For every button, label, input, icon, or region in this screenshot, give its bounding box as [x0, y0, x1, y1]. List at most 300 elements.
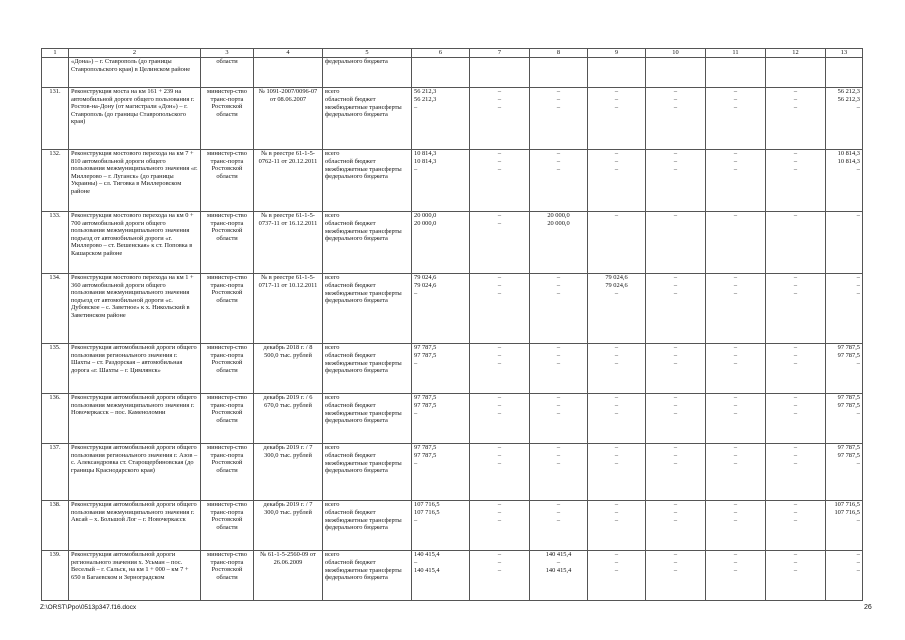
funding-source [323, 501, 412, 551]
value-cell [412, 150, 470, 212]
object-name: Реконструкция мостового перехода на км 7 + 810 автомобильной дороги общего пользования межмуниципального значения «г. Миллерово – г. Луганск» (до границы Украины) – сл. Тиговка в Миллеровском районе [69, 150, 201, 212]
value-total: – [793, 212, 798, 219]
value-tr [472, 228, 527, 236]
value-tr [828, 228, 860, 236]
value-obl [708, 220, 763, 228]
column-number: 7 [470, 49, 530, 58]
value-obl: – [793, 95, 798, 103]
value-total: – [793, 444, 798, 451]
value-total: 140 415,4 [545, 551, 572, 558]
object-name: «Дона») – г. Ставрополь (до границы Ставропольского края) в Целинском районе [69, 58, 201, 88]
value-cell [646, 501, 706, 551]
value-cell [766, 88, 826, 150]
value-total: – [673, 501, 678, 508]
value-cell [826, 394, 863, 444]
value-total: 20 000,0 [547, 212, 570, 219]
column-number: 1 [42, 49, 69, 58]
value-cell [470, 444, 530, 501]
funding-source [323, 150, 412, 212]
value-cell [412, 88, 470, 150]
value-cell [646, 344, 706, 394]
value-total: – [733, 444, 738, 451]
value-obl [828, 220, 860, 228]
value-obl: – [497, 351, 502, 359]
executor: министер-ство транс-порта Ростовской области [201, 501, 254, 551]
value-obl: – [793, 558, 798, 566]
value-tr: – [856, 103, 860, 111]
value-total: – [673, 150, 678, 157]
value-total: – [556, 88, 561, 95]
value-tr: – [856, 359, 860, 367]
value-tr [768, 228, 823, 236]
funding-source-label: всего [325, 501, 340, 508]
value-tr: – [733, 103, 738, 111]
value-tr: – [414, 165, 418, 173]
value-tr: – [733, 289, 738, 297]
value-cell [766, 150, 826, 212]
value-obl: 20 000,0 [547, 219, 570, 227]
value-tr: – [614, 459, 619, 467]
value-cell [646, 88, 706, 150]
value-cell [588, 444, 646, 501]
value-obl: 56 212,3 [414, 95, 437, 103]
value-total: – [733, 212, 738, 219]
value-total: – [673, 344, 678, 351]
value-total: 140 415,4 [414, 551, 440, 558]
value-obl: – [793, 351, 798, 359]
value-cell [412, 274, 470, 344]
value-tr: – [556, 409, 561, 417]
value-cell [826, 444, 863, 501]
value-tr: – [614, 289, 619, 297]
value-total: – [614, 212, 619, 219]
value-obl: – [793, 157, 798, 165]
funding-source-label: областной бюджет [325, 508, 376, 516]
funding-source-label: межбюджетные трансферты федерального бюджета [325, 165, 402, 181]
table-body [42, 49, 863, 601]
value-cell [588, 88, 646, 150]
value-cell [530, 501, 588, 551]
document-ref: № 1091-2007/0096-07 от 08.06.2007 [254, 88, 323, 150]
funding-source-label: всего [325, 212, 340, 219]
value-obl: – [497, 219, 502, 227]
executor: министер-ство транс-порта Ростовской области [201, 212, 254, 274]
value-cell [530, 212, 588, 274]
value-total: – [614, 501, 619, 508]
document-ref: № в реестре 61-1-5-0762-11 от 20.12.2011 [254, 150, 323, 212]
funding-source-label: межбюджетные трансферты федерального бюджета [325, 289, 402, 305]
executor: министер-ство транс-порта Ростовской области [201, 444, 254, 501]
object-name: Реконструкция мостового перехода на км 1 + 360 автомобильной дороги общего пользования межмуниципального значения подъезд от автомобильной дороги «с. Дубовское – с. Заветное» к х. Никольский в Заветинском районе [69, 274, 201, 344]
document-ref: декабрь 2019 г. / 6 670,0 тыс. рублей [254, 394, 323, 444]
value-obl: – [414, 558, 418, 566]
value-total: – [793, 344, 798, 351]
value-obl: 97 787,5 [414, 451, 437, 459]
funding-source-label: областной бюджет [325, 281, 376, 289]
object-name: Реконструкция автомобильной дороги регионального значения х. Усьман – пос. Веселый – г. Сальск, на км 1 + 000 – км 7 + 650 в Багаевском и Зерноградском [69, 551, 201, 601]
value-cell [646, 150, 706, 212]
value-tr: – [733, 165, 738, 173]
document-ref [254, 58, 323, 88]
document-ref: декабрь 2019 г. / 7 300,0 тыс. рублей [254, 444, 323, 501]
column-number: 10 [646, 49, 706, 58]
value-total: – [733, 551, 738, 558]
value-obl: – [733, 558, 738, 566]
value-obl: – [556, 95, 561, 103]
object-name: Реконструкция автомобильной дороги общего пользования межмуниципального значения г. Новочеркасск – пос. Каменоломни [69, 394, 201, 444]
value-tr: – [497, 409, 502, 417]
value-obl: 107 716,5 [834, 508, 860, 516]
value-obl: – [614, 157, 619, 165]
value-total: 97 787,5 [837, 444, 860, 451]
value-obl: – [497, 508, 502, 516]
row-number: 135. [42, 344, 69, 394]
value-obl: 56 212,3 [837, 95, 860, 103]
funding-source-label: областной бюджет [325, 157, 376, 165]
value-cell [706, 444, 766, 501]
value-total: – [556, 150, 561, 157]
value-total: 79 024,6 [414, 274, 437, 281]
column-number: 2 [69, 49, 201, 58]
value-total: – [497, 501, 502, 508]
funding-source-label: всего [325, 444, 340, 451]
value-total: – [497, 394, 502, 401]
value-total: 97 787,5 [414, 444, 437, 451]
value-tr: – [673, 459, 678, 467]
value-tr: – [614, 409, 619, 417]
value-tr: – [614, 516, 619, 524]
value-tr: – [414, 103, 418, 111]
value-tr: – [793, 289, 798, 297]
value-total: 79 024,6 [605, 274, 628, 281]
value-obl: – [673, 558, 678, 566]
value-tr: – [733, 516, 738, 524]
value-tr: – [856, 409, 860, 417]
object-name: Реконструкция мостового перехода на км 0 + 700 автомобильной дороги общего пользования межмуниципального значения подъезд от автомобильной дороги «г. Миллерово – ст. Вешенская» к ст. Поповка в Кашарском районе [69, 212, 201, 274]
value-cell [826, 551, 863, 601]
table-row [42, 501, 863, 551]
funding-source-label: межбюджетные трансферты федерального бюджета [325, 409, 402, 425]
value-obl: – [614, 351, 619, 359]
value-tr: – [793, 409, 798, 417]
column-number: 8 [530, 49, 588, 58]
row-number: 132. [42, 150, 69, 212]
value-cell [588, 212, 646, 274]
value-tr: – [556, 289, 561, 297]
value-tr: – [793, 359, 798, 367]
value-cell [766, 274, 826, 344]
value-cell [412, 344, 470, 394]
value-tr: – [673, 409, 678, 417]
value-obl: – [614, 401, 619, 409]
value-cell [588, 551, 646, 601]
value-cell [766, 551, 826, 601]
table-row [42, 274, 863, 344]
funding-source-label: всего [325, 274, 340, 281]
value-tr: – [497, 359, 502, 367]
value-cell [706, 501, 766, 551]
value-total: – [856, 551, 860, 558]
value-tr: – [673, 103, 678, 111]
value-total: – [556, 394, 561, 401]
value-total: – [733, 150, 738, 157]
value-tr: – [793, 165, 798, 173]
value-obl: – [673, 508, 678, 516]
value-tr: – [497, 103, 502, 111]
funding-source-label: областной бюджет [325, 95, 376, 103]
value-obl: – [673, 95, 678, 103]
value-total: – [673, 212, 678, 219]
funding-source-label: областной бюджет [325, 219, 376, 227]
table-row [42, 394, 863, 444]
value-cell [470, 394, 530, 444]
row-number: 139. [42, 551, 69, 601]
value-cell [826, 501, 863, 551]
value-cell [706, 344, 766, 394]
value-tr: – [414, 409, 418, 417]
table-row [42, 444, 863, 501]
value-total: – [856, 212, 860, 219]
value-total: – [793, 274, 798, 281]
funding-source-label: областной бюджет [325, 351, 376, 359]
object-name: Реконструкция автомобильной дороги общего пользования межмуниципального значения г. Аксай – х. Большой Лог – г. Новочеркасск [69, 501, 201, 551]
column-number: 5 [323, 49, 412, 58]
value-cell [706, 274, 766, 344]
value-cell [766, 212, 826, 274]
table-row [42, 551, 863, 601]
value-cell [766, 501, 826, 551]
value-obl: – [556, 401, 561, 409]
column-number: 12 [766, 49, 826, 58]
value-cell [530, 551, 588, 601]
value-obl: 20 000,0 [414, 219, 437, 227]
value-cell [646, 444, 706, 501]
value-total: 56 212,3 [414, 88, 437, 95]
value-cell [646, 551, 706, 601]
value-cell [588, 150, 646, 212]
value-cell [646, 394, 706, 444]
value-obl: 97 787,5 [414, 351, 437, 359]
value-cell [530, 150, 588, 212]
value-total: – [733, 344, 738, 351]
value-obl: – [733, 508, 738, 516]
value-total: – [556, 344, 561, 351]
value-obl: – [673, 157, 678, 165]
value-obl: – [556, 157, 561, 165]
funding-source-label: всего [325, 394, 340, 401]
value-tr: – [673, 359, 678, 367]
value-tr: – [733, 359, 738, 367]
value-total: – [497, 344, 502, 351]
value-tr: – [673, 165, 678, 173]
value-total: 97 787,5 [837, 344, 860, 351]
value-total: 20 000,0 [414, 212, 437, 219]
value-tr: – [856, 459, 860, 467]
value-obl: – [614, 508, 619, 516]
value-cell [412, 444, 470, 501]
value-cell [530, 444, 588, 501]
value-tr: – [733, 409, 738, 417]
value-tr: – [856, 516, 860, 524]
value-obl: 10 814,3 [414, 157, 437, 165]
value-tr: – [497, 566, 502, 574]
value-tr: – [614, 103, 619, 111]
funding-source-label: межбюджетные трансферты федерального бюджета [325, 359, 402, 375]
column-number: 9 [588, 49, 646, 58]
value-obl: – [793, 508, 798, 516]
value-total: 56 212,3 [837, 88, 860, 95]
funding-source-label: межбюджетные трансферты федерального бюджета [325, 459, 402, 475]
value-cell [826, 344, 863, 394]
funding-source-label: всего [325, 551, 340, 558]
value-total: – [614, 394, 619, 401]
column-number: 4 [254, 49, 323, 58]
value-total: 97 787,5 [837, 394, 860, 401]
value-obl: – [793, 451, 798, 459]
value-cell [470, 501, 530, 551]
funding-source-label: межбюджетные трансферты федерального бюджета [325, 103, 402, 119]
value-total: – [556, 444, 561, 451]
funding-source-label: всего [325, 88, 340, 95]
value-total: – [556, 274, 561, 281]
funding-source [323, 551, 412, 601]
value-total: – [497, 444, 502, 451]
value-obl: – [497, 157, 502, 165]
value-total: – [793, 88, 798, 95]
value-obl: – [733, 451, 738, 459]
value-cell [646, 274, 706, 344]
value-cell [826, 274, 863, 344]
value-cell [588, 344, 646, 394]
value-cell [470, 150, 530, 212]
value-total: – [497, 212, 502, 219]
document-ref: № в реестре 61-1-5-0717-11 от 10.12.2011 [254, 274, 323, 344]
value-cell [530, 88, 588, 150]
value-total: – [793, 394, 798, 401]
value-cell [588, 501, 646, 551]
value-total: – [733, 88, 738, 95]
row-number [42, 58, 69, 88]
value-tr: 140 415,4 [414, 566, 440, 574]
value-tr: – [497, 165, 502, 173]
funding-source-label: областной бюджет [325, 558, 376, 566]
value-tr: – [414, 289, 418, 297]
value-tr: – [414, 359, 418, 367]
funding-source: федерального бюджета [323, 58, 412, 88]
value-cell [470, 88, 530, 150]
value-tr: – [414, 459, 418, 467]
funding-source [323, 212, 412, 274]
value-cell [412, 551, 470, 601]
value-cell [412, 501, 470, 551]
value-total: – [733, 501, 738, 508]
program-table [41, 48, 863, 601]
value-tr: – [856, 566, 860, 574]
column-number: 11 [706, 49, 766, 58]
value-total: – [673, 274, 678, 281]
value-cell [766, 394, 826, 444]
value-cell [706, 88, 766, 150]
value-total: – [673, 88, 678, 95]
funding-source [323, 274, 412, 344]
value-obl: – [614, 558, 619, 566]
value-cell [412, 394, 470, 444]
value-total: – [614, 344, 619, 351]
value-total: 97 787,5 [414, 394, 437, 401]
value-total: 97 787,5 [414, 344, 437, 351]
value-obl: 10 814,3 [837, 157, 860, 165]
executor: области [201, 58, 254, 88]
value-obl: 107 716,5 [414, 508, 440, 516]
value-total: – [856, 274, 860, 281]
value-tr: – [497, 459, 502, 467]
continued-row [42, 58, 863, 88]
document-ref: № в реестре 61-1-5-0737-11 от 16.12.2011 [254, 212, 323, 274]
value-obl: – [793, 281, 798, 289]
executor: министер-ство транс-порта Ростовской области [201, 88, 254, 150]
value-cell [646, 212, 706, 274]
value-tr: – [414, 516, 418, 524]
value-tr: – [614, 566, 619, 574]
table-row [42, 212, 863, 274]
value-tr: – [733, 459, 738, 467]
value-obl: – [556, 351, 561, 359]
value-obl: – [673, 351, 678, 359]
funding-source-label: областной бюджет [325, 401, 376, 409]
value-cell [766, 444, 826, 501]
value-tr: – [556, 165, 561, 173]
value-total: – [614, 444, 619, 451]
row-number: 137. [42, 444, 69, 501]
value-cell [530, 394, 588, 444]
executor: министер-ство транс-порта Ростовской области [201, 150, 254, 212]
value-obl: 97 787,5 [414, 401, 437, 409]
row-number: 136. [42, 394, 69, 444]
value-tr: – [673, 566, 678, 574]
value-tr: – [497, 289, 502, 297]
value-total: – [614, 88, 619, 95]
value-tr: – [497, 516, 502, 524]
value-obl: – [733, 281, 738, 289]
funding-source [323, 444, 412, 501]
value-obl: – [733, 95, 738, 103]
document-ref: декабрь 2019 г. / 7 300,0 тыс. рублей [254, 501, 323, 551]
value-obl: – [497, 451, 502, 459]
value-total: – [497, 274, 502, 281]
value-tr: – [856, 165, 860, 173]
value-obl: – [673, 281, 678, 289]
value-total: – [497, 551, 502, 558]
document-ref: декабрь 2018 г. / 8 500,0 тыс. рублей [254, 344, 323, 394]
value-total: – [793, 501, 798, 508]
row-number: 133. [42, 212, 69, 274]
page-number: 26 [864, 604, 872, 611]
value-cell [826, 150, 863, 212]
value-obl [590, 220, 643, 228]
value-tr [590, 228, 643, 236]
document-ref: № 61-1-5-2560-09 от 26.06.2009 [254, 551, 323, 601]
row-number: 134. [42, 274, 69, 344]
funding-source-label: всего [325, 344, 340, 351]
value-obl: – [673, 401, 678, 409]
value-tr: – [556, 516, 561, 524]
object-name: Реконструкция автомобильной дороги общего пользования регионального значения г. Азов – с. Александровка ст. Старощербиновская (до границы Краснодарского края) [69, 444, 201, 501]
value-total: – [793, 551, 798, 558]
value-obl: – [556, 508, 561, 516]
value-total: 107 716,5 [834, 501, 860, 508]
funding-source-label: межбюджетные трансферты федерального бюджета [325, 566, 402, 582]
value-tr [648, 228, 703, 236]
